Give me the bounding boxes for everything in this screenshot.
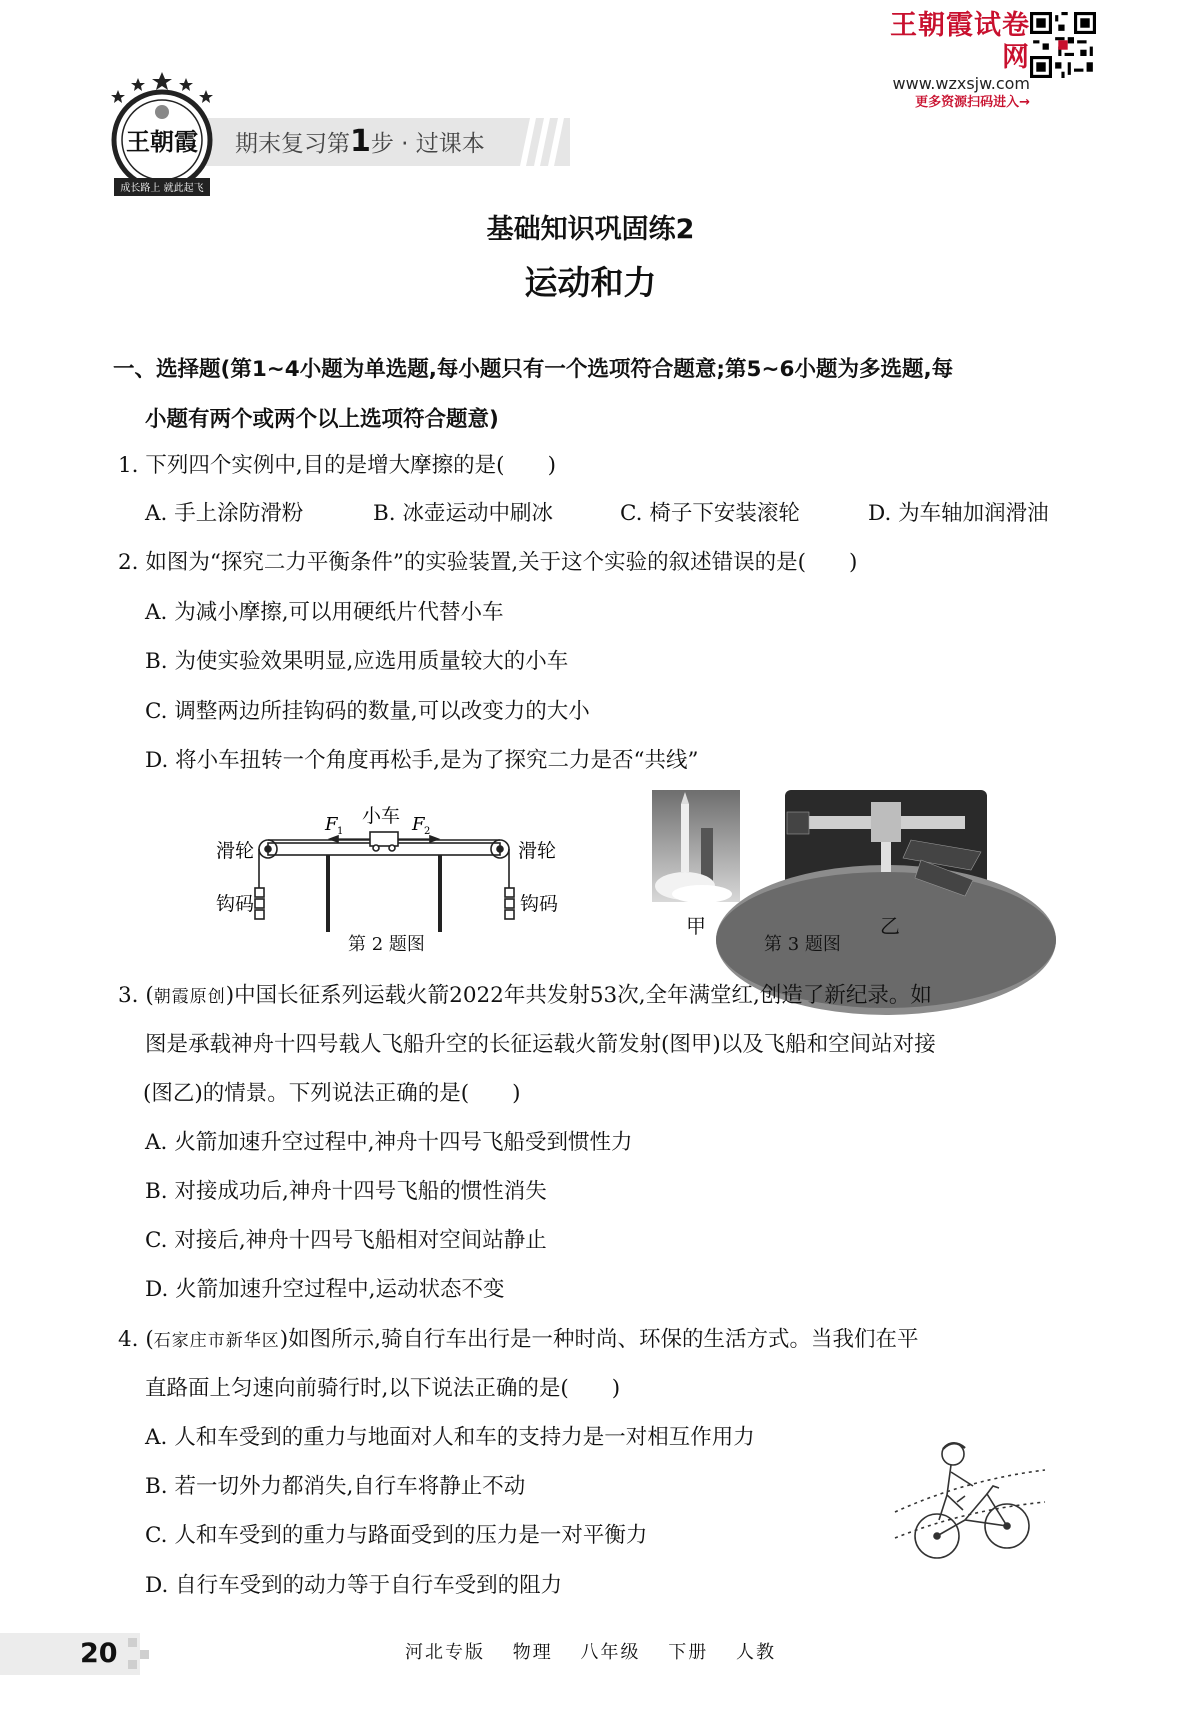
- q2-stem: 2. 如图为“探究二力平衡条件”的实验装置,关于这个实验的叙述错误的是( ): [118, 550, 858, 575]
- q1-option-b[interactable]: B. 冰壶运动中刷冰: [373, 501, 553, 526]
- pulley-left-label: 滑轮: [216, 840, 255, 862]
- footer-publisher: 人教: [735, 1642, 776, 1663]
- q2-option-a[interactable]: A. 为减小摩擦,可以用硬纸片代替小车: [145, 600, 504, 625]
- q3-option-b[interactable]: B. 对接成功后,神舟十四号飞船的惯性消失: [145, 1179, 547, 1204]
- q3-stem-line3: (图乙)的情景。下列说法正确的是( ): [143, 1081, 521, 1106]
- q2-option-b[interactable]: B. 为使实验效果明显,应选用质量较大的小车: [145, 649, 569, 674]
- q4-option-c[interactable]: C. 人和车受到的重力与路面受到的压力是一对平衡力: [145, 1523, 648, 1548]
- q4-option-d[interactable]: D. 自行车受到的动力等于自行车受到的阻力: [145, 1573, 563, 1598]
- cart-label: 小车: [362, 805, 401, 827]
- section-heading-line1: 一、选择题(第1~4小题为单选题,每小题只有一个选项符合题意;第5~6小题为多选题,每: [113, 357, 954, 382]
- figure-3-label-b: 乙: [880, 914, 900, 938]
- force-f1-subscript: 1: [337, 826, 344, 837]
- footer-edition: 河北专版: [405, 1642, 486, 1663]
- worksheet-title: 运动和力: [524, 263, 657, 302]
- figure-3-caption: 第 3 题图: [764, 934, 841, 955]
- section-heading-line2: 小题有两个或两个以上选项符合题意): [145, 407, 499, 432]
- space-station-photo: [785, 790, 987, 902]
- q3-source-tag: 朝霞原创: [153, 987, 226, 1007]
- chapter-banner-text: [235, 122, 485, 164]
- q4-option-b[interactable]: B. 若一切外力都消失,自行车将静止不动: [145, 1474, 526, 1499]
- worksheet-subtitle: 基础知识巩固练2: [486, 214, 695, 245]
- q1-option-a[interactable]: A. 手上涂防滑粉: [145, 501, 304, 526]
- q4-stem-text: )如图所示,骑自行车出行是一种时尚、环保的生活方式。当我们在平: [279, 1327, 919, 1352]
- banner-stripes-decoration: [520, 118, 570, 166]
- banner-step: 1: [350, 124, 371, 159]
- q3-stem-line2: 图是承载神舟十四号载人飞船升空的长征运载火箭发射(图甲)以及飞船和空间站对接: [145, 1032, 936, 1057]
- wangzhaoxia-logo: [100, 70, 225, 210]
- q1-stem: 1. 下列四个实例中,目的是增大摩擦的是( ): [118, 453, 556, 478]
- q2-option-d[interactable]: D. 将小车扭转一个角度再松手,是为了探究二力是否“共线”: [145, 748, 699, 773]
- banner-suffix: 步 · 过课本: [370, 131, 485, 157]
- pulley-right-label: 滑轮: [518, 840, 557, 862]
- force-f1-label: F: [325, 814, 338, 835]
- brand-block: [865, 10, 1030, 112]
- q1-option-c[interactable]: C. 椅子下安装滚轮: [620, 501, 800, 526]
- banner-prefix: 期末复习第: [235, 131, 350, 157]
- q4-source-tag: 石家庄市新华区: [153, 1331, 280, 1351]
- q4-stem-line2: 直路面上匀速向前骑行时,以下说法正确的是( ): [145, 1376, 621, 1401]
- q3-option-d[interactable]: D. 火箭加速升空过程中,运动状态不变: [145, 1277, 505, 1302]
- q3-stem-line1: [118, 980, 932, 1013]
- figure-3-label-a: 甲: [686, 914, 706, 938]
- qr-code-icon[interactable]: [1030, 12, 1096, 78]
- weight-right-label: 钩码: [520, 893, 559, 915]
- weight-left-label: 钩码: [216, 893, 255, 915]
- cyclist-illustration: [895, 1440, 1045, 1570]
- logo-text: 王朝霞: [126, 127, 198, 156]
- q4-stem-line1: [118, 1324, 918, 1357]
- footer-edition-info: [0, 1638, 1181, 1664]
- footer-volume: 下册: [668, 1642, 709, 1663]
- brand-slogan: 更多资源扫码进入→: [915, 95, 1030, 110]
- rocket-launch-photo: [652, 790, 740, 902]
- footer-grade: 八年级: [580, 1642, 641, 1663]
- force-f2-label: F: [412, 814, 425, 835]
- footer-subject: 物理: [512, 1642, 553, 1663]
- brand-name: 王朝霞试卷网: [890, 10, 1030, 73]
- q1-option-d[interactable]: D. 为车轴加润滑油: [868, 501, 1049, 526]
- figure-2-caption: 第 2 题图: [348, 934, 425, 955]
- q4-number: 4. (: [118, 1327, 154, 1352]
- q3-option-a[interactable]: A. 火箭加速升空过程中,神舟十四号飞船受到惯性力: [145, 1130, 633, 1155]
- q2-option-c[interactable]: C. 调整两边所挂钩码的数量,可以改变力的大小: [145, 699, 590, 724]
- force-f2-subscript: 2: [424, 826, 431, 837]
- section-heading: [113, 345, 1073, 445]
- q3-option-c[interactable]: C. 对接后,神舟十四号飞船相对空间站静止: [145, 1228, 547, 1253]
- brand-url: www.wzxsjw.com: [892, 74, 1030, 93]
- q4-option-a[interactable]: A. 人和车受到的重力与地面对人和车的支持力是一对相互作用力: [145, 1425, 755, 1450]
- logo-ribbon: 成长路上 就此起飞: [120, 183, 204, 194]
- page-number: 20: [80, 1638, 118, 1669]
- q3-number: 3. (: [118, 983, 154, 1008]
- q3-stem-text: )中国长征系列运载火箭2022年共发射53次,全年满堂红,创造了新纪录。如: [225, 983, 932, 1008]
